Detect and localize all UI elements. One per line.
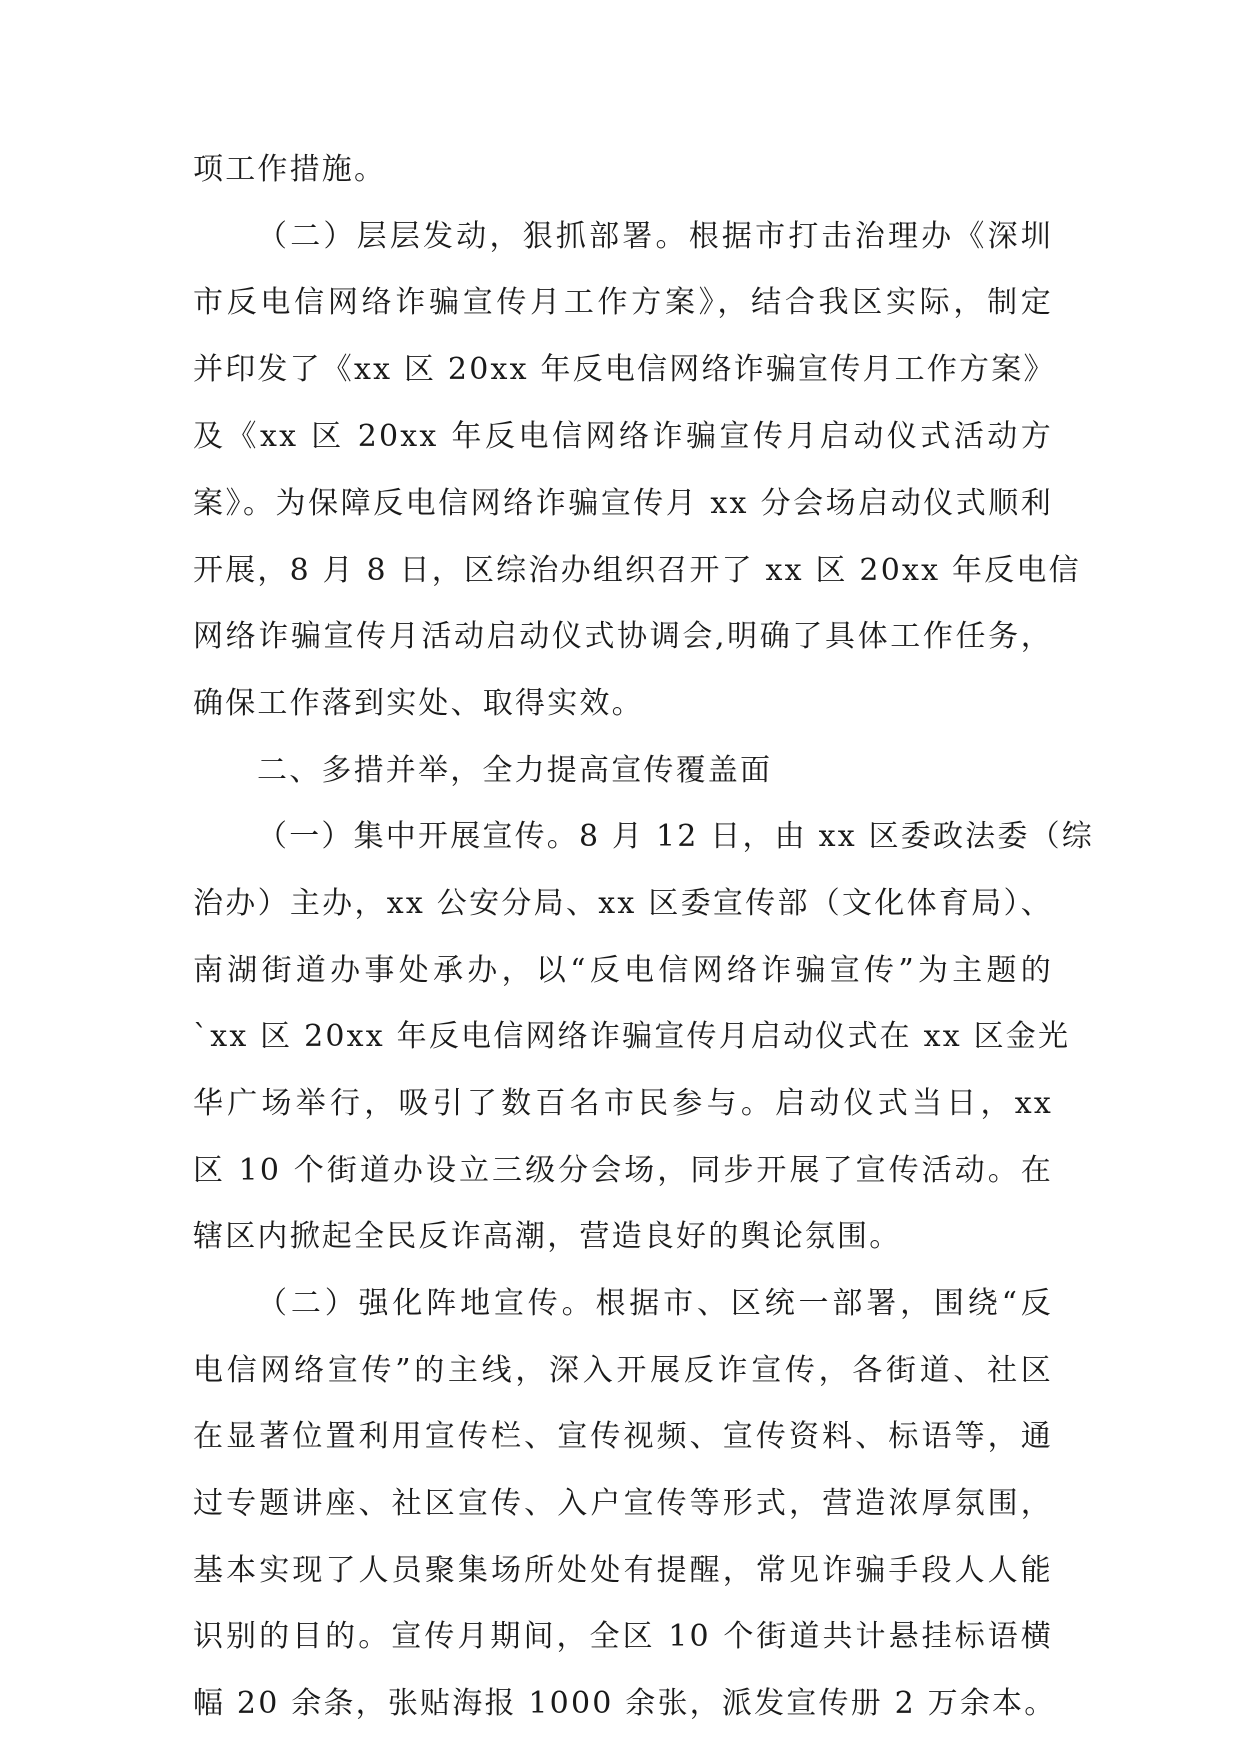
text-line: 及《xx 区 20xx 年反电信网络诈骗宣传月启动仪式活动方 xyxy=(193,419,1053,454)
text-line: 过专题讲座、社区宣传、入户宣传等形式，营造浓厚氛围， xyxy=(193,1486,1053,1521)
text-line: 区 10 个街道办设立三级分会场，同步开展了宣传活动。在 xyxy=(193,1153,1053,1188)
text-line: （二）层层发动，狠抓部署。根据市打击治理办《深圳 xyxy=(257,219,1053,254)
text-line: 电信网络宣传”的主线，深入开展反诈宣传，各街道、社区 xyxy=(193,1353,1053,1388)
text-line: 确保工作落到实处、取得实效。 xyxy=(193,686,644,721)
text-line: 基本实现了人员聚集场所处处有提醒，常见诈骗手段人人能 xyxy=(193,1553,1053,1588)
text-line: 识别的目的。宣传月期间，全区 10 个街道共计悬挂标语横 xyxy=(193,1619,1053,1654)
text-line: 并印发了《xx 区 20xx 年反电信网络诈骗宣传月工作方案》 xyxy=(193,352,1056,387)
text-line: 在显著位置利用宣传栏、宣传视频、宣传资料、标语等，通 xyxy=(193,1419,1053,1454)
section-heading: 二、多措并举，全力提高宣传覆盖面 xyxy=(257,753,773,788)
text-line: 华广场举行，吸引了数百名市民参与。启动仪式当日，xx xyxy=(193,1086,1053,1121)
text-line: 治办）主办，xx 公安分局、xx 区委宣传部（文化体育局）、 xyxy=(193,886,1053,921)
text-line: 南湖街道办事处承办，以“反电信网络诈骗宣传”为主题的 xyxy=(193,953,1053,988)
text-line: 开展，8 月 8 日，区综治办组织召开了 xx 区 20xx 年反电信 xyxy=(193,553,1081,588)
text-line: 辖区内掀起全民反诈高潮，营造良好的舆论氛围。 xyxy=(193,1219,902,1254)
text-line: 幅 20 余条，张贴海报 1000 余张，派发宣传册 2 万余本。 xyxy=(193,1686,1057,1721)
text-line: `xx 区 20xx 年反电信网络诈骗宣传月启动仪式在 xx 区金光 xyxy=(193,1019,1071,1054)
text-line: （二）强化阵地宣传。根据市、区统一部署，围绕“反 xyxy=(257,1286,1053,1321)
text-line: 市反电信网络诈骗宣传月工作方案》，结合我区实际，制定 xyxy=(193,285,1053,320)
text-line: 案》。为保障反电信网络诈骗宣传月 xx 分会场启动仪式顺利 xyxy=(193,486,1053,521)
text-line: 项工作措施。 xyxy=(193,152,387,187)
text-line: （一）集中开展宣传。8 月 12 日，由 xx 区委政法委（综 xyxy=(257,819,1094,854)
text-line: 网络诈骗宣传月活动启动仪式协调会,明确了具体工作任务， xyxy=(193,619,1053,654)
